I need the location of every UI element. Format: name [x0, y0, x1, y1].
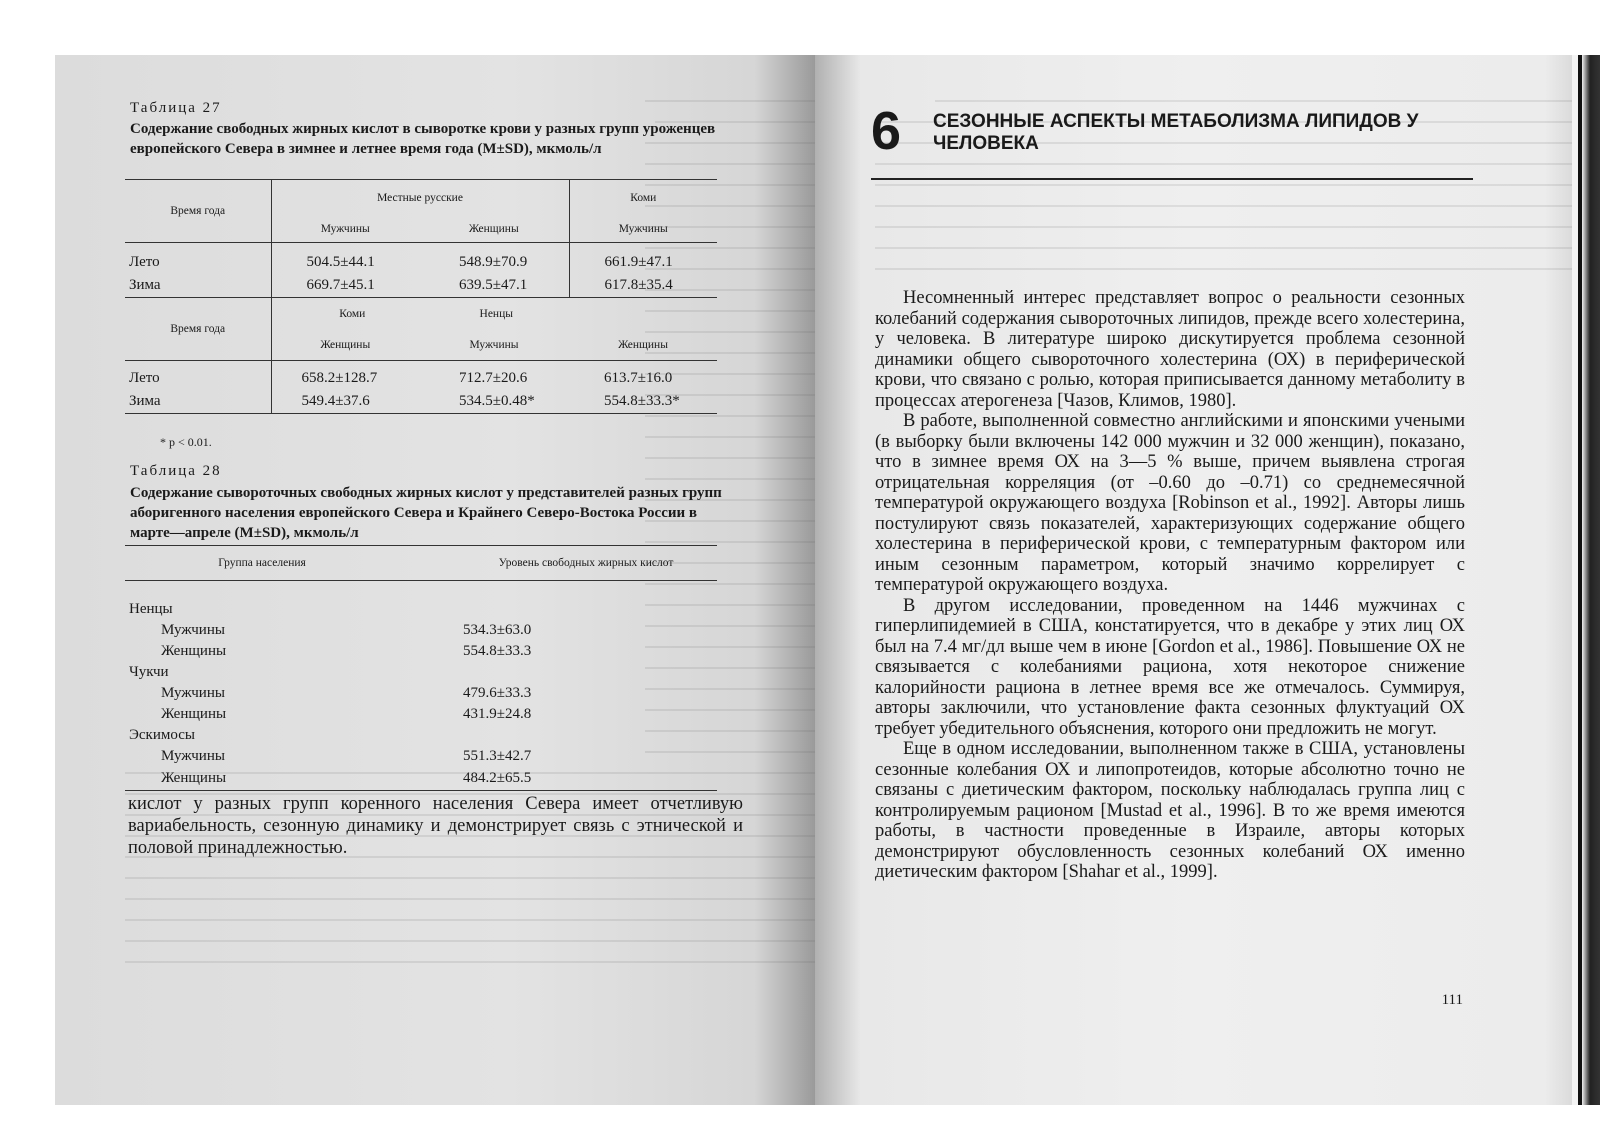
- table27-season: Зима: [125, 389, 271, 414]
- table27: [125, 179, 717, 414]
- table27-sub-women-3: Женщины: [569, 330, 717, 361]
- table27-sub-men-3: Мужчины: [419, 330, 569, 361]
- table27-season: Зима: [125, 273, 271, 298]
- table27-cell: 658.2±128.7: [301, 369, 378, 386]
- paragraph: Несомненный интерес представляет вопрос о реальности сезонных колебаний содержания сывороточных липидов, прежде всего холестерина, у человека. В литературе широко дискутируется проблема сезонной динамики общего сывороточного холестерина (ОХ) в периферической крови, что связано с ролью, которая приписывается данному метаболиту в процессах атерогенеза [Чазов, Климов, 1980].: [875, 288, 1465, 411]
- table27-group-nenets: Ненцы: [479, 308, 513, 320]
- table28-row-label: Мужчины: [161, 622, 225, 638]
- table28-cell: 551.3±42.7: [463, 748, 532, 764]
- table27-cell: 669.7±45.1: [306, 276, 375, 293]
- table28-row-label: Мужчины: [161, 748, 225, 764]
- table28-row-label: Женщины: [161, 643, 227, 659]
- table28-cell: 431.9±24.8: [463, 706, 532, 722]
- book-edge: [1572, 55, 1600, 1105]
- paragraph: Еще в одном исследовании, выполненном также в США, установлены сезонные колебания ОХ и липопротеидов, которые абсолютно точно не связаны с диетическим фактором, поскольку наблюдалась группа лиц с контролируемым рационом [Mustad et al., 1996]. В то же время имеются работы, в частности проведенные в Израиле, авторы которых демонстрируют обусловленность сезонных колебаний ОХ именно диетическим фактором [Shahar et al., 1999].: [875, 739, 1465, 882]
- table27-cell: 639.5±47.1: [419, 273, 569, 298]
- table28-row-label: Женщины: [161, 706, 227, 722]
- table27-cell: 712.7±20.6: [459, 369, 528, 386]
- table27-sub-women: Женщины: [419, 216, 569, 243]
- table27-cell: 617.8±35.4: [604, 276, 673, 293]
- table28-cell: 554.8±33.3: [463, 643, 532, 659]
- table27-group-komi: Коми: [630, 192, 657, 204]
- paragraph: В другом исследовании, проведенном на 1446 мужчинах с гиперлипидемией в США, констатируется, что в декабре у этих лиц ОХ был на 7.4 мг/дл выше чем в июне [Gordon et al., 1986]. Повышение ОХ не связывается с колебаниями рациона, хотя некоторое снижение калорийности рациона в летнее время все же отмечалось. Суммируя, авторы заключили, что установление факта сезонных флуктуаций ОХ требует убедительного объяснения, которого они предложить не могут.: [875, 595, 1465, 739]
- chapter-rule: [871, 178, 1473, 180]
- table28-col-group: Группа населения: [218, 557, 306, 569]
- table27-title: Содержание свободных жирных кислот в сыворотке крови у разных групп уроженцев европейского Севера в зимнее и летнее время года (M±SD), мкмоль/л: [130, 121, 716, 157]
- table28-col-value: Уровень свободных жирных кислот: [498, 557, 674, 569]
- table28-cell: 479.6±33.3: [463, 685, 532, 701]
- table27-cell: 548.9±70.9: [419, 251, 569, 273]
- table28-cell: 534.3±63.0: [463, 622, 532, 638]
- table28-group-name: Ненцы: [129, 601, 173, 617]
- table27-sub-women-2: Женщины: [271, 330, 419, 361]
- page-number: 111: [1441, 992, 1463, 1008]
- left-page: [55, 55, 815, 1105]
- table27-cell: 504.5±44.1: [306, 253, 375, 270]
- table27-label: Таблица 27: [130, 100, 222, 116]
- right-body-text: [875, 288, 1465, 883]
- chapter-title: СЕЗОННЫЕ АСПЕКТЫ МЕТАБОЛИЗМА ЛИПИДОВ У ЧЕЛОВЕКА: [933, 111, 1419, 154]
- table27-cell: 613.7±16.0: [604, 369, 673, 386]
- table27-col-season: Время года: [125, 180, 271, 243]
- table28-title: Содержание сывороточных свободных жирных кислот у представителей разных групп аборигенного населения европейского Севера и Крайнего Северо-Востока России в марте—апреле (M±SD), мкмоль/л: [130, 485, 722, 541]
- table27-cell: 534.5±0.48*: [459, 392, 535, 409]
- table28-row-label: Мужчины: [161, 685, 225, 701]
- table28-cell: 484.2±65.5: [463, 770, 532, 786]
- paragraph: В работе, выполненной совместно английскими и японскими учеными (в выборку были включены 142 000 мужчин и 32 000 женщин), показано, что в зимнее время ОХ на 3—5 % выше, причем выявлена строгая отрицательная корреляция (от –0.60 до –0.71) со среднемесячной температурой окружающего воздуха [Robinson et al., 1992]. Авторы лишь постулируют связь показателей, характеризующих содержание общего холестерина в периферической крови, с температурным фактором или иным сезонным параметром, который значимо коррелирует с температурой окружающего воздуха.: [875, 411, 1465, 595]
- table27-cell: 554.8±33.3*: [604, 392, 680, 409]
- table27-col-season-2: Время года: [125, 298, 271, 361]
- table27-group-russians: Местные русские: [271, 180, 569, 217]
- table27-sub-men: Мужчины: [271, 216, 419, 243]
- table28-group-name: Эскимосы: [129, 727, 195, 743]
- table28-group-name: Чукчи: [129, 664, 169, 680]
- table27-season: Лето: [125, 367, 271, 389]
- table27-footnote: * p < 0.01.: [160, 435, 212, 449]
- table28: [125, 545, 717, 791]
- left-body-text: кислот у разных групп коренного населения Севера имеет отчетливую вариабельность, сезонную динамику и демонстрирует связь с этнической и половой принадлежностью.: [128, 794, 743, 858]
- table27-cell: 549.4±37.6: [301, 392, 370, 409]
- table27-cell: 661.9±47.1: [604, 253, 673, 270]
- table28-row-label: Женщины: [161, 770, 227, 786]
- table27-sub-men-2: Мужчины: [569, 216, 717, 243]
- right-page: [815, 55, 1575, 1105]
- chapter-number: 6: [871, 101, 902, 161]
- table28-label: Таблица 28: [130, 463, 222, 479]
- table27-season: Лето: [125, 251, 271, 273]
- table27-group-komi-2: Коми: [339, 308, 366, 320]
